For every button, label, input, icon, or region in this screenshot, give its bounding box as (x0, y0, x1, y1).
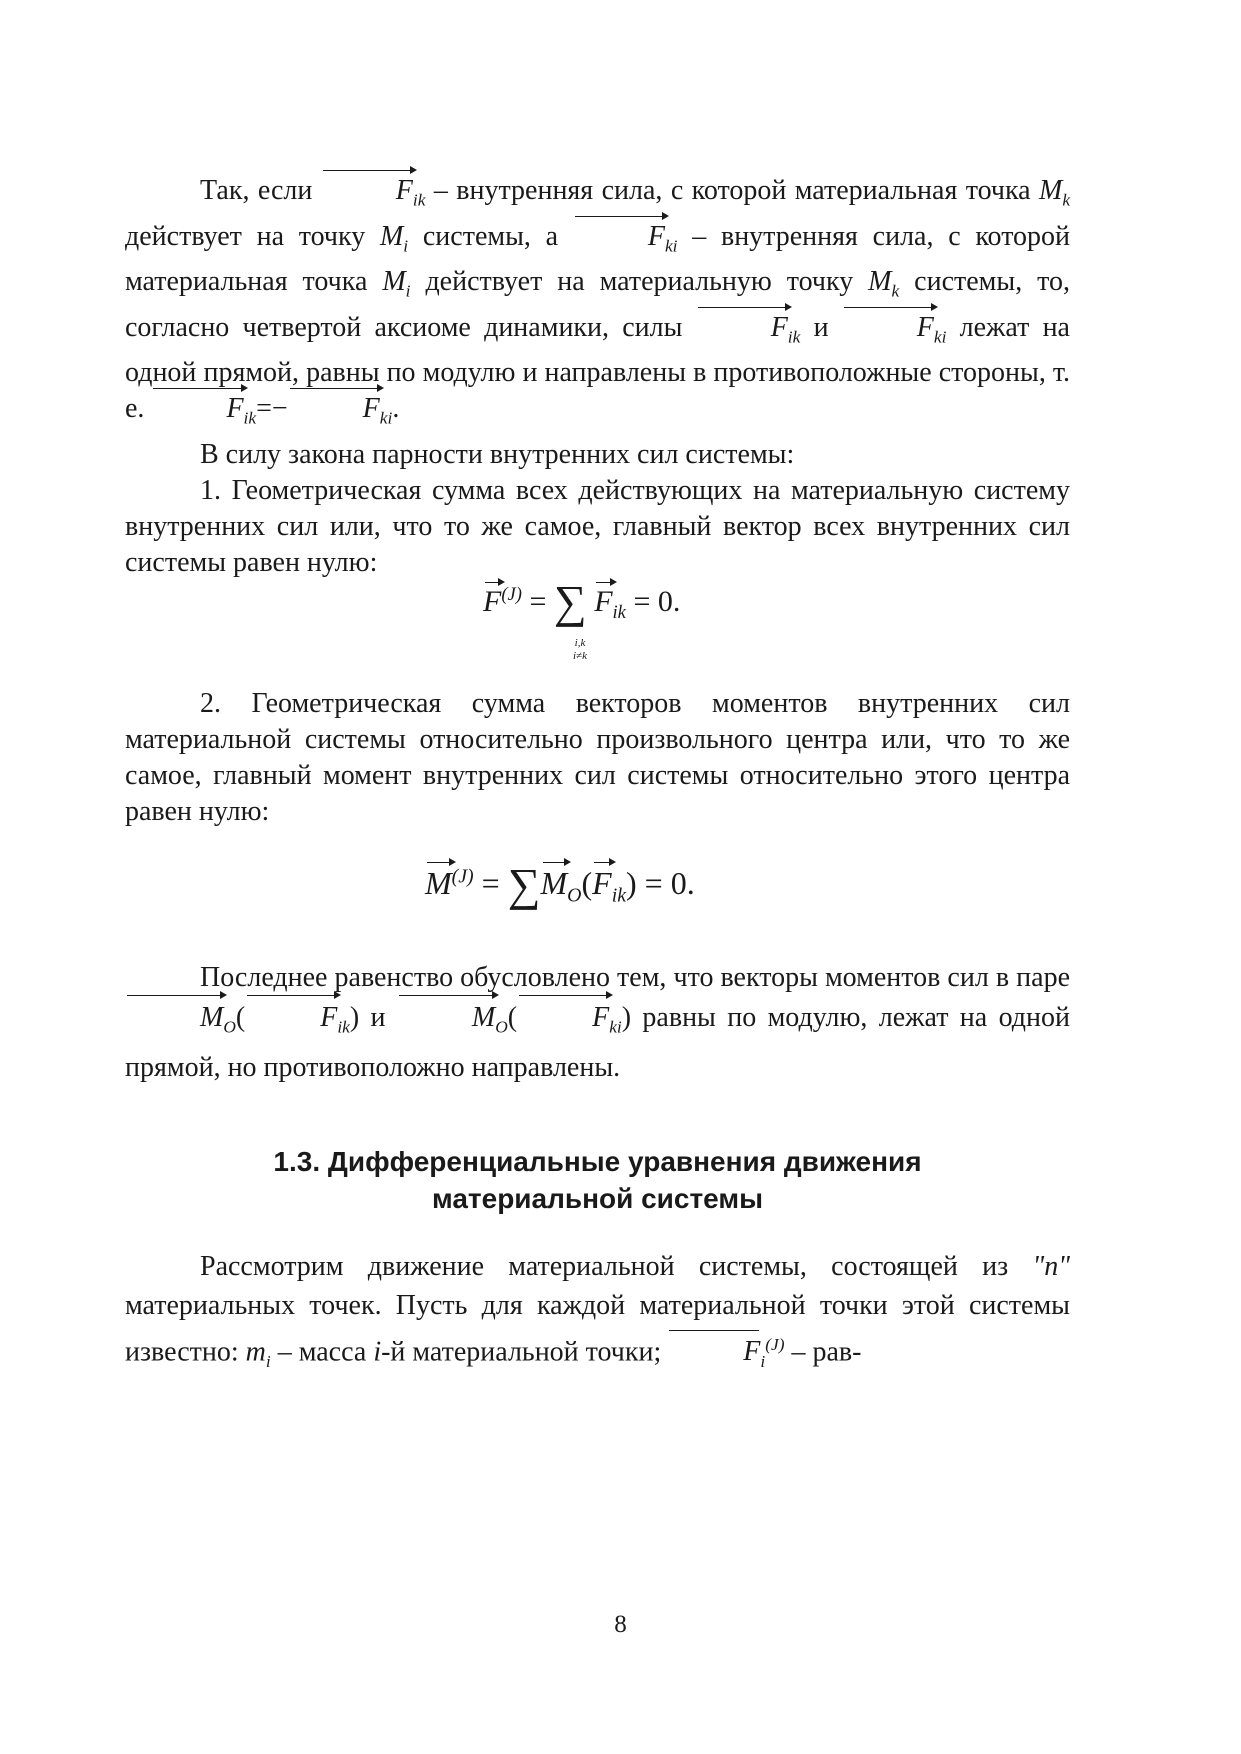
paragraph-pair-law: В силу закона парности внутренних сил системы: (200, 438, 795, 470)
vector-f-ki: F (573, 219, 665, 255)
paragraph-system-motion: Рассмотрим движение материальной системы, состоящей из "n" материальных точек. Пусть для каждой материальной точки этой системы известно: $m_i$ – масса i-й материальной точки; $F_i^{(J)} - рав-$ (125, 1251, 1070, 1371)
paragraph-internal-forces: Так, если $F_{ik}$ – внутренняя сила, с которой материальная точка $M_k$ действует на точку $M_i$ системы, а $F_{ki}$ – внутренняя сила, с которой материальная точка $M_i$ действует на материальную точку $M_k$ системы, то, согласно четвертой аксиоме динамики, силы $F_{ik}$ и $F_{ki}$ лежат на одной прямой, равны по модулю и направлены в противоположные стороны, т. е. $F_{ik}=- F_{ki}$. В силу закона парности внутренних сил системы: 1. Геометрическая сумма всех действующих на материальную систему внутренних сил или, что то же самое, главный вектор всех внутренних сил системы равен нулю: (125, 173, 1070, 581)
section-heading: 1.3. Дифференциальные уравнения движения материальной системы (273, 1146, 922, 1214)
paragraph-moment-pair: Последнее равенство обусловлено тем, что векторы моментов сил в паре $M_O$( $F_{ik}$) и $M_O$( $F_{ki}$) равны по модулю, лежат на одной прямой, но противоположно направлены. (125, 962, 1070, 1083)
formula-main-vector: $F^{(J)}$ = ∑ $F_{ik} = 0$. i,k i≠k (483, 576, 681, 662)
page-number: 8 (614, 1611, 627, 1638)
sum-symbol: ∑ (553, 576, 587, 627)
sum-limits: i,k i≠k (573, 637, 587, 662)
paragraph-main-moment: 2. Геометрическая сумма векторов моментов внутренних сил материальной системы относительно произвольного центра или, что то же самое, главный момент внутренних сил системы относительно этого центра равен нулю: (125, 688, 1070, 827)
vector-f-ik: F (321, 173, 413, 209)
paragraph-main-vector: 1. Геометрическая сумма всех действующих на материальную систему внутренних сил или, что то же самое, главный вектор всех внутренних сил системы равен нулю: (125, 474, 1070, 578)
formula-main-moment: $M^{(J)} = \sum M_O(F_{ik}) = 0$. (425, 859, 695, 910)
